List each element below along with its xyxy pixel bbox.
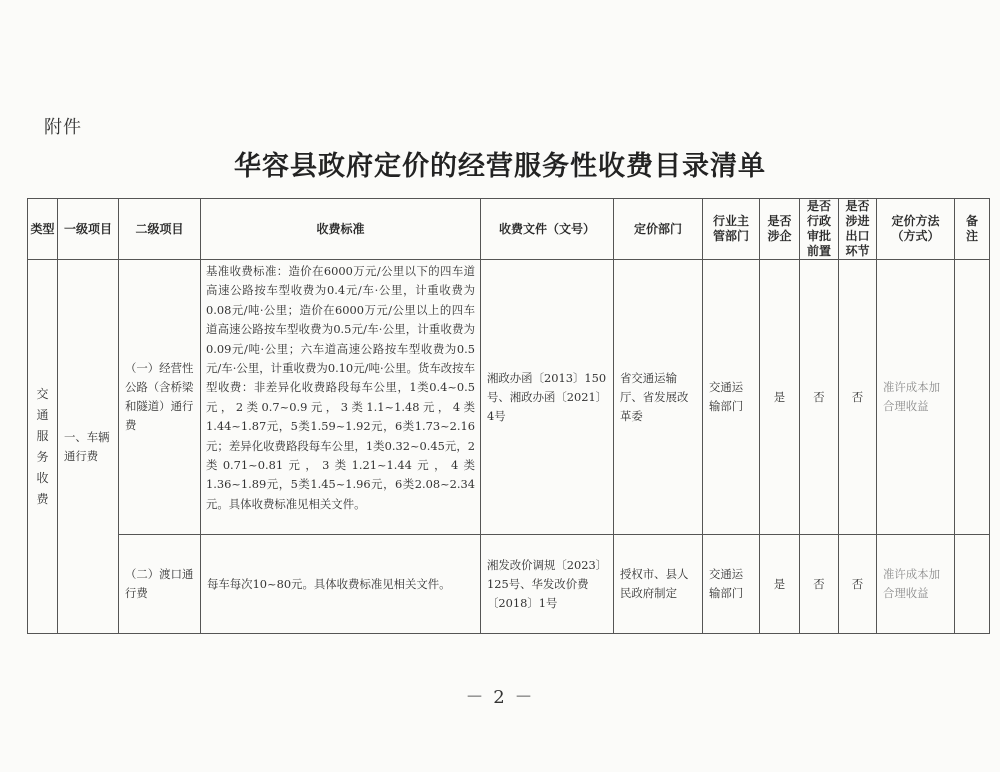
type-cell: 交通服务收费 — [28, 260, 58, 634]
method-cell: 准许成本加合理收益 — [877, 260, 955, 535]
header-remark: 备注 — [955, 199, 990, 260]
table-row — [28, 260, 990, 535]
table-row — [28, 535, 990, 634]
document-cell: 湘政办函〔2013〕150号、湘政办函〔2021〕4号 — [481, 260, 614, 535]
department-cell: 授权市、县人民政府制定 — [614, 535, 703, 634]
document-cell: 湘发改价调规〔2023〕125号、华发改价费〔2018〕1号 — [481, 535, 614, 634]
header-standard: 收费标准 — [201, 199, 481, 260]
header-level1: 一级项目 — [58, 199, 119, 260]
header-exit: 是否涉进出口环节 — [839, 199, 877, 260]
header-enterprise: 是否涉企 — [760, 199, 800, 260]
header-approval: 是否行政审批前置 — [800, 199, 839, 260]
page-number: － 2 － — [465, 687, 535, 708]
department-cell: 省交通运输厅、省发展改革委 — [614, 260, 703, 535]
document-title: 华容县政府定价的经营服务性收费目录清单 — [234, 151, 766, 182]
header-document: 收费文件（文号） — [481, 199, 614, 260]
level2-cell: （二）渡口通行费 — [119, 535, 201, 634]
method-cell: 准许成本加合理收益 — [877, 535, 955, 634]
standard-cell: 每车每次10~80元。具体收费标准见相关文件。 — [201, 535, 481, 634]
fee-catalog-table — [27, 198, 990, 634]
level1-cell: 一、车辆通行费 — [58, 260, 119, 634]
header-type: 类型 — [28, 199, 58, 260]
header-department: 定价部门 — [614, 199, 703, 260]
industry-cell: 交通运输部门 — [703, 260, 760, 535]
exit-cell: 否 — [839, 535, 877, 634]
enterprise-cell: 是 — [760, 535, 800, 634]
header-industry: 行业主管部门 — [703, 199, 760, 260]
remark-cell — [955, 260, 990, 535]
standard-cell: 基准收费标准：造价在6000万元/公里以下的四车道高速公路按车型收费为0.4元/车·公里，计重收费为0.08元/吨·公里；造价在6000万元/公里以上的四车道高速公路按车型收费为0.5元/车·公里，计重收费为0.09元/吨·公里；六车道高速公路按车型收费为0.5元/车·公里，计重收费为0.10元/吨·公里。货车改按车型收费：非差异化收费路段每车公里，1类0.4~0.5元，2类0.7~0.9元，3类1.1~1.48元，4类1.44~1.87元，5类1.59~1.92元，6类1.73~2.16元；差异化收费路段每车公里，1类0.32~0.45元，2类0.71~0.81元，3类1.21~1.44元，4类1.36~1.89元，5类1.45~1.96元，6类2.08~2.34元。具体收费标准见相关文件。 — [201, 260, 481, 535]
header-row — [28, 199, 990, 260]
industry-cell: 交通运输部门 — [703, 535, 760, 634]
approval-cell: 否 — [800, 260, 839, 535]
header-level2: 二级项目 — [119, 199, 201, 260]
approval-cell: 否 — [800, 535, 839, 634]
remark-cell — [955, 535, 990, 634]
enterprise-cell: 是 — [760, 260, 800, 535]
header-method: 定价方法（方式） — [877, 199, 955, 260]
exit-cell: 否 — [839, 260, 877, 535]
level2-cell: （一）经营性公路（含桥梁和隧道）通行费 — [119, 260, 201, 535]
attachment-label: 附件 — [44, 117, 82, 138]
